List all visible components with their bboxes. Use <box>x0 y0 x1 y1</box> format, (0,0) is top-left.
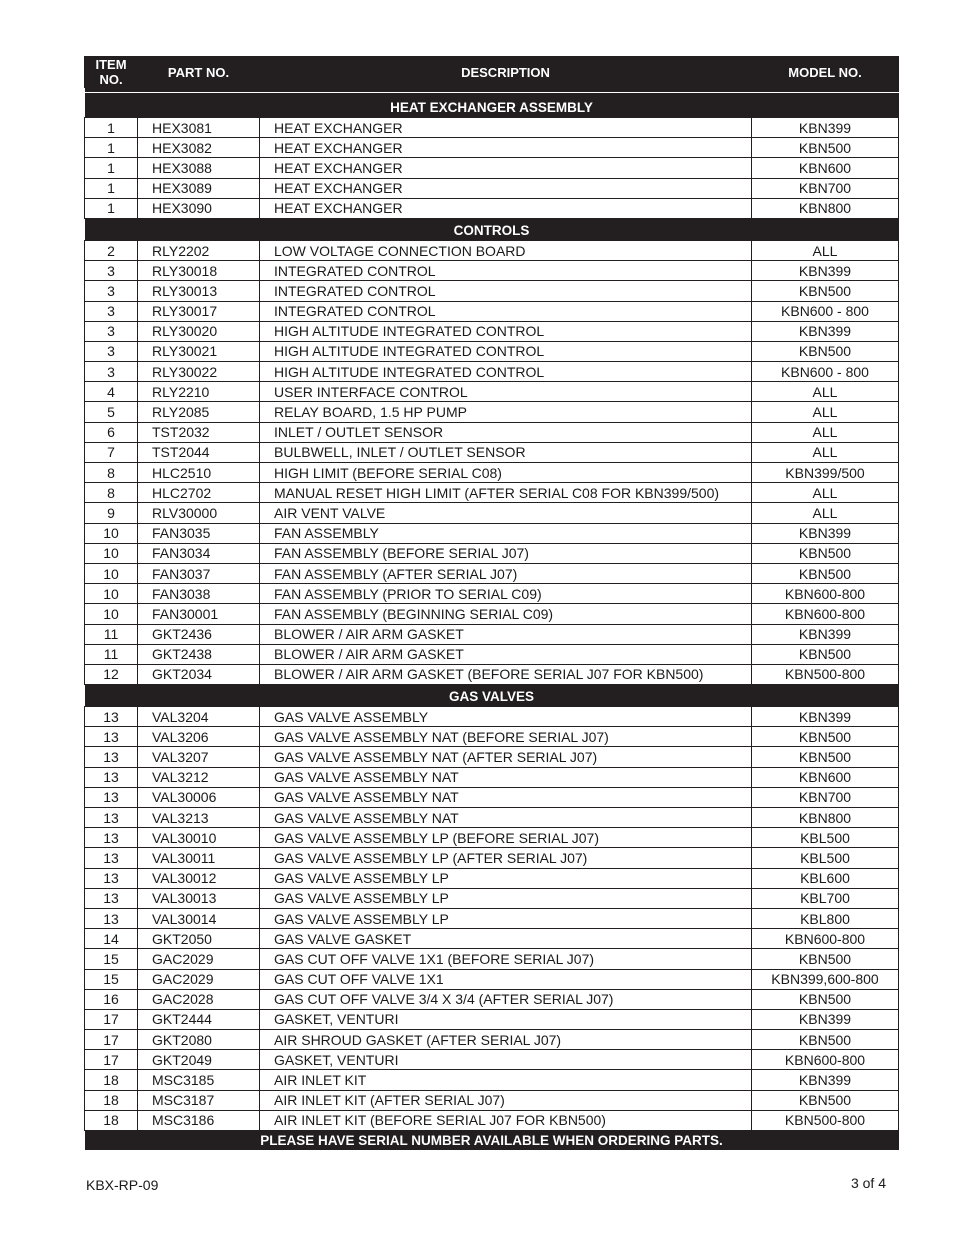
description-cell: BLOWER / AIR ARM GASKET (BEFORE SERIAL J07 FOR KBN500) <box>260 664 752 684</box>
table-row <box>85 543 899 563</box>
part-no-cell: RLY30021 <box>138 341 260 361</box>
part-no-cell: RLY30020 <box>138 321 260 341</box>
description-cell: FAN ASSEMBLY (AFTER SERIAL J07) <box>260 563 752 583</box>
table-row <box>85 523 899 543</box>
table-row <box>85 463 899 483</box>
table-row <box>85 341 899 361</box>
parts-table <box>84 56 899 1150</box>
table-row <box>85 624 899 644</box>
model-no-cell: KBN500-800 <box>752 1110 899 1130</box>
item-no-cell: 18 <box>85 1070 138 1090</box>
item-no-cell: 10 <box>85 563 138 583</box>
part-no-cell: GKT2438 <box>138 644 260 664</box>
part-no-cell: TST2032 <box>138 422 260 442</box>
table-row <box>85 767 899 787</box>
description-cell: BLOWER / AIR ARM GASKET <box>260 624 752 644</box>
model-no-cell: KBN399 <box>752 707 899 727</box>
part-no-cell: VAL3207 <box>138 747 260 767</box>
item-no-cell: 6 <box>85 422 138 442</box>
table-row <box>85 828 899 848</box>
item-no-cell: 10 <box>85 523 138 543</box>
table-body <box>85 96 899 1131</box>
item-no-cell: 15 <box>85 949 138 969</box>
part-no-cell: RLY2202 <box>138 240 260 260</box>
model-no-cell: KBN500 <box>752 644 899 664</box>
header-part-no: PART NO. <box>138 56 260 88</box>
part-no-cell: FAN3037 <box>138 563 260 583</box>
item-no-cell: 8 <box>85 463 138 483</box>
part-no-cell: RLY30022 <box>138 362 260 382</box>
model-no-cell: KBN500 <box>752 138 899 158</box>
model-no-cell: ALL <box>752 503 899 523</box>
part-no-cell: VAL30011 <box>138 848 260 868</box>
description-cell: HEAT EXCHANGER <box>260 118 752 138</box>
model-no-cell: ALL <box>752 442 899 462</box>
part-no-cell: RLY30018 <box>138 261 260 281</box>
model-no-cell: KBL500 <box>752 848 899 868</box>
table-row <box>85 949 899 969</box>
item-no-cell: 14 <box>85 929 138 949</box>
section-header-row <box>85 96 899 118</box>
model-no-cell: KBN399 <box>752 523 899 543</box>
part-no-cell: VAL3213 <box>138 808 260 828</box>
description-cell: GAS VALVE ASSEMBLY LP (AFTER SERIAL J07) <box>260 848 752 868</box>
description-cell: AIR VENT VALVE <box>260 503 752 523</box>
table-row <box>85 402 899 422</box>
item-no-cell: 13 <box>85 727 138 747</box>
item-no-cell: 16 <box>85 989 138 1009</box>
table-row <box>85 261 899 281</box>
table-row <box>85 888 899 908</box>
table-row <box>85 868 899 888</box>
item-no-cell: 3 <box>85 341 138 361</box>
part-no-cell: TST2044 <box>138 442 260 462</box>
part-no-cell: VAL3204 <box>138 707 260 727</box>
description-cell: GAS VALVE ASSEMBLY NAT <box>260 808 752 828</box>
part-no-cell: GAC2029 <box>138 949 260 969</box>
description-cell: HEAT EXCHANGER <box>260 138 752 158</box>
section-title: GAS VALVES <box>85 685 899 707</box>
part-no-cell: GKT2436 <box>138 624 260 644</box>
part-no-cell: RLY30017 <box>138 301 260 321</box>
item-no-cell: 17 <box>85 1050 138 1070</box>
description-cell: AIR INLET KIT (AFTER SERIAL J07) <box>260 1090 752 1110</box>
item-no-cell: 3 <box>85 261 138 281</box>
description-cell: AIR INLET KIT <box>260 1070 752 1090</box>
model-no-cell: KBN600-800 <box>752 604 899 624</box>
item-no-cell: 11 <box>85 644 138 664</box>
header-item-no: ITEM NO. <box>85 56 138 88</box>
table-row <box>85 604 899 624</box>
part-no-cell: VAL3206 <box>138 727 260 747</box>
model-no-cell: KBN600 - 800 <box>752 301 899 321</box>
section-header-row <box>85 685 899 707</box>
item-no-cell: 11 <box>85 624 138 644</box>
item-no-cell: 3 <box>85 362 138 382</box>
item-no-cell: 4 <box>85 382 138 402</box>
item-no-cell: 13 <box>85 808 138 828</box>
table-row <box>85 1090 899 1110</box>
model-no-cell: KBN399 <box>752 624 899 644</box>
part-no-cell: VAL30012 <box>138 868 260 888</box>
part-no-cell: MSC3187 <box>138 1090 260 1110</box>
model-no-cell: KBN399 <box>752 118 899 138</box>
table-row <box>85 727 899 747</box>
item-no-cell: 12 <box>85 664 138 684</box>
description-cell: INTEGRATED CONTROL <box>260 281 752 301</box>
part-no-cell: HLC2510 <box>138 463 260 483</box>
table-row <box>85 747 899 767</box>
model-no-cell: KBN500-800 <box>752 664 899 684</box>
part-no-cell: MSC3186 <box>138 1110 260 1130</box>
part-no-cell: VAL3212 <box>138 767 260 787</box>
description-cell: FAN ASSEMBLY (BEFORE SERIAL J07) <box>260 543 752 563</box>
item-no-cell: 13 <box>85 787 138 807</box>
model-no-cell: KBL500 <box>752 828 899 848</box>
table-row <box>85 301 899 321</box>
description-cell: GAS VALVE ASSEMBLY NAT (BEFORE SERIAL J07) <box>260 727 752 747</box>
model-no-cell: KBN800 <box>752 198 899 218</box>
model-no-cell: KBN500 <box>752 1030 899 1050</box>
description-cell: HIGH ALTITUDE INTEGRATED CONTROL <box>260 362 752 382</box>
description-cell: AIR INLET KIT (BEFORE SERIAL J07 FOR KBN500) <box>260 1110 752 1130</box>
header-description: DESCRIPTION <box>260 56 752 88</box>
item-no-cell: 3 <box>85 281 138 301</box>
description-cell: HEAT EXCHANGER <box>260 158 752 178</box>
ordering-note-row <box>85 1131 899 1151</box>
table-row <box>85 158 899 178</box>
item-no-cell: 9 <box>85 503 138 523</box>
item-no-cell: 1 <box>85 178 138 198</box>
description-cell: GAS VALVE ASSEMBLY LP <box>260 908 752 928</box>
table-header <box>85 56 899 96</box>
description-cell: HIGH ALTITUDE INTEGRATED CONTROL <box>260 321 752 341</box>
model-no-cell: KBN500 <box>752 1090 899 1110</box>
description-cell: BULBWELL, INLET / OUTLET SENSOR <box>260 442 752 462</box>
table-row <box>85 1110 899 1130</box>
part-no-cell: GKT2080 <box>138 1030 260 1050</box>
item-no-cell: 10 <box>85 543 138 563</box>
table-row <box>85 362 899 382</box>
model-no-cell: ALL <box>752 483 899 503</box>
part-no-cell: RLY2085 <box>138 402 260 422</box>
section-title: CONTROLS <box>85 218 899 240</box>
description-cell: BLOWER / AIR ARM GASKET <box>260 644 752 664</box>
model-no-cell: KBN800 <box>752 808 899 828</box>
table-row <box>85 178 899 198</box>
item-no-cell: 13 <box>85 848 138 868</box>
description-cell: FAN ASSEMBLY (PRIOR TO SERIAL C09) <box>260 584 752 604</box>
model-no-cell: KBN500 <box>752 747 899 767</box>
item-no-cell: 7 <box>85 442 138 462</box>
table-row <box>85 1050 899 1070</box>
table-row <box>85 118 899 138</box>
part-no-cell: RLV30000 <box>138 503 260 523</box>
description-cell: INTEGRATED CONTROL <box>260 261 752 281</box>
part-no-cell: FAN30001 <box>138 604 260 624</box>
item-no-cell: 10 <box>85 584 138 604</box>
model-no-cell: KBN500 <box>752 543 899 563</box>
item-no-cell: 13 <box>85 828 138 848</box>
description-cell: GAS CUT OFF VALVE 1X1 <box>260 969 752 989</box>
description-cell: GAS VALVE ASSEMBLY NAT <box>260 787 752 807</box>
table-row <box>85 644 899 664</box>
part-no-cell: RLY30013 <box>138 281 260 301</box>
description-cell: GAS VALVE GASKET <box>260 929 752 949</box>
description-cell: GAS VALVE ASSEMBLY LP <box>260 888 752 908</box>
description-cell: LOW VOLTAGE CONNECTION BOARD <box>260 240 752 260</box>
model-no-cell: KBN399 <box>752 321 899 341</box>
part-no-cell: HLC2702 <box>138 483 260 503</box>
table-row <box>85 483 899 503</box>
table-row <box>85 969 899 989</box>
description-cell: USER INTERFACE CONTROL <box>260 382 752 402</box>
table-row <box>85 808 899 828</box>
description-cell: GAS VALVE ASSEMBLY <box>260 707 752 727</box>
item-no-cell: 13 <box>85 888 138 908</box>
item-no-cell: 13 <box>85 747 138 767</box>
model-no-cell: KBN399/500 <box>752 463 899 483</box>
model-no-cell: ALL <box>752 382 899 402</box>
description-cell: RELAY BOARD, 1.5 HP PUMP <box>260 402 752 422</box>
table-row <box>85 281 899 301</box>
model-no-cell: KBN600 - 800 <box>752 362 899 382</box>
part-no-cell: VAL30013 <box>138 888 260 908</box>
model-no-cell: KBN399 <box>752 261 899 281</box>
table-row <box>85 442 899 462</box>
header-model-no: MODEL NO. <box>752 56 899 88</box>
description-cell: HEAT EXCHANGER <box>260 178 752 198</box>
item-no-cell: 13 <box>85 707 138 727</box>
part-no-cell: GKT2049 <box>138 1050 260 1070</box>
description-cell: GAS VALVE ASSEMBLY NAT <box>260 767 752 787</box>
item-no-cell: 5 <box>85 402 138 422</box>
model-no-cell: KBN700 <box>752 178 899 198</box>
item-no-cell: 3 <box>85 301 138 321</box>
table-row <box>85 929 899 949</box>
part-no-cell: FAN3035 <box>138 523 260 543</box>
table-row <box>85 584 899 604</box>
table-row <box>85 382 899 402</box>
table-row <box>85 1070 899 1090</box>
part-no-cell: RLY2210 <box>138 382 260 402</box>
description-cell: HIGH ALTITUDE INTEGRATED CONTROL <box>260 341 752 361</box>
header-divider <box>85 88 899 96</box>
description-cell: MANUAL RESET HIGH LIMIT (AFTER SERIAL C08 FOR KBN399/500) <box>260 483 752 503</box>
table-row <box>85 240 899 260</box>
model-no-cell: ALL <box>752 402 899 422</box>
part-no-cell: HEX3089 <box>138 178 260 198</box>
model-no-cell: KBL800 <box>752 908 899 928</box>
model-no-cell: KBN600-800 <box>752 584 899 604</box>
description-cell: GASKET, VENTURI <box>260 1009 752 1029</box>
part-no-cell: VAL30014 <box>138 908 260 928</box>
section-title: HEAT EXCHANGER ASSEMBLY <box>85 96 899 118</box>
description-cell: HEAT EXCHANGER <box>260 198 752 218</box>
part-no-cell: FAN3034 <box>138 543 260 563</box>
model-no-cell: ALL <box>752 422 899 442</box>
item-no-cell: 1 <box>85 118 138 138</box>
section-header-row <box>85 218 899 240</box>
table-row <box>85 848 899 868</box>
model-no-cell: KBN399,600-800 <box>752 969 899 989</box>
item-no-cell: 1 <box>85 158 138 178</box>
table-row <box>85 563 899 583</box>
part-no-cell: HEX3088 <box>138 158 260 178</box>
model-no-cell: KBN600-800 <box>752 1050 899 1070</box>
item-no-cell: 17 <box>85 1030 138 1050</box>
part-no-cell: HEX3090 <box>138 198 260 218</box>
model-no-cell: KBL700 <box>752 888 899 908</box>
item-no-cell: 13 <box>85 767 138 787</box>
item-no-cell: 18 <box>85 1110 138 1130</box>
table-row <box>85 707 899 727</box>
description-cell: GASKET, VENTURI <box>260 1050 752 1070</box>
item-no-cell: 1 <box>85 138 138 158</box>
model-no-cell: KBN600-800 <box>752 929 899 949</box>
part-no-cell: GAC2029 <box>138 969 260 989</box>
description-cell: INLET / OUTLET SENSOR <box>260 422 752 442</box>
item-no-cell: 8 <box>85 483 138 503</box>
part-no-cell: HEX3082 <box>138 138 260 158</box>
part-no-cell: HEX3081 <box>138 118 260 138</box>
model-no-cell: KBN500 <box>752 989 899 1009</box>
model-no-cell: KBN500 <box>752 563 899 583</box>
model-no-cell: ALL <box>752 240 899 260</box>
model-no-cell: KBN600 <box>752 158 899 178</box>
table-row <box>85 1030 899 1050</box>
item-no-cell: 13 <box>85 908 138 928</box>
item-no-cell: 15 <box>85 969 138 989</box>
table-row <box>85 787 899 807</box>
model-no-cell: KBN500 <box>752 949 899 969</box>
description-cell: AIR SHROUD GASKET (AFTER SERIAL J07) <box>260 1030 752 1050</box>
item-no-cell: 18 <box>85 1090 138 1110</box>
part-no-cell: VAL30010 <box>138 828 260 848</box>
page-number: 3 of 4 <box>850 1175 886 1191</box>
part-no-cell: FAN3038 <box>138 584 260 604</box>
table-row <box>85 138 899 158</box>
model-no-cell: KBL600 <box>752 868 899 888</box>
description-cell: GAS CUT OFF VALVE 1X1 (BEFORE SERIAL J07) <box>260 949 752 969</box>
table-row <box>85 422 899 442</box>
table-row <box>85 908 899 928</box>
item-no-cell: 2 <box>85 240 138 260</box>
model-no-cell: KBN399 <box>752 1009 899 1029</box>
table-row <box>85 989 899 1009</box>
model-no-cell: KBN600 <box>752 767 899 787</box>
description-cell: INTEGRATED CONTROL <box>260 301 752 321</box>
description-cell: FAN ASSEMBLY (BEGINNING SERIAL C09) <box>260 604 752 624</box>
table-row <box>85 321 899 341</box>
ordering-note: PLEASE HAVE SERIAL NUMBER AVAILABLE WHEN ORDERING PARTS. <box>85 1131 899 1151</box>
description-cell: HIGH LIMIT (BEFORE SERIAL C08) <box>260 463 752 483</box>
table-row <box>85 503 899 523</box>
description-cell: GAS VALVE ASSEMBLY LP (BEFORE SERIAL J07) <box>260 828 752 848</box>
model-no-cell: KBN500 <box>752 727 899 747</box>
part-no-cell: MSC3185 <box>138 1070 260 1090</box>
part-no-cell: GKT2034 <box>138 664 260 684</box>
part-no-cell: VAL30006 <box>138 787 260 807</box>
item-no-cell: 1 <box>85 198 138 218</box>
item-no-cell: 10 <box>85 604 138 624</box>
table-row <box>85 198 899 218</box>
part-no-cell: GAC2028 <box>138 989 260 1009</box>
description-cell: GAS VALVE ASSEMBLY NAT (AFTER SERIAL J07) <box>260 747 752 767</box>
model-no-cell: KBN500 <box>752 281 899 301</box>
model-no-cell: KBN399 <box>752 1070 899 1090</box>
table-row <box>85 664 899 684</box>
document-code: KBX-RP-09 <box>86 1177 159 1193</box>
item-no-cell: 13 <box>85 868 138 888</box>
item-no-cell: 3 <box>85 321 138 341</box>
part-no-cell: GKT2050 <box>138 929 260 949</box>
model-no-cell: KBN700 <box>752 787 899 807</box>
description-cell: GAS VALVE ASSEMBLY LP <box>260 868 752 888</box>
model-no-cell: KBN500 <box>752 341 899 361</box>
part-no-cell: GKT2444 <box>138 1009 260 1029</box>
item-no-cell: 17 <box>85 1009 138 1029</box>
table-row <box>85 1009 899 1029</box>
description-cell: FAN ASSEMBLY <box>260 523 752 543</box>
description-cell: GAS CUT OFF VALVE 3/4 X 3/4 (AFTER SERIAL J07) <box>260 989 752 1009</box>
